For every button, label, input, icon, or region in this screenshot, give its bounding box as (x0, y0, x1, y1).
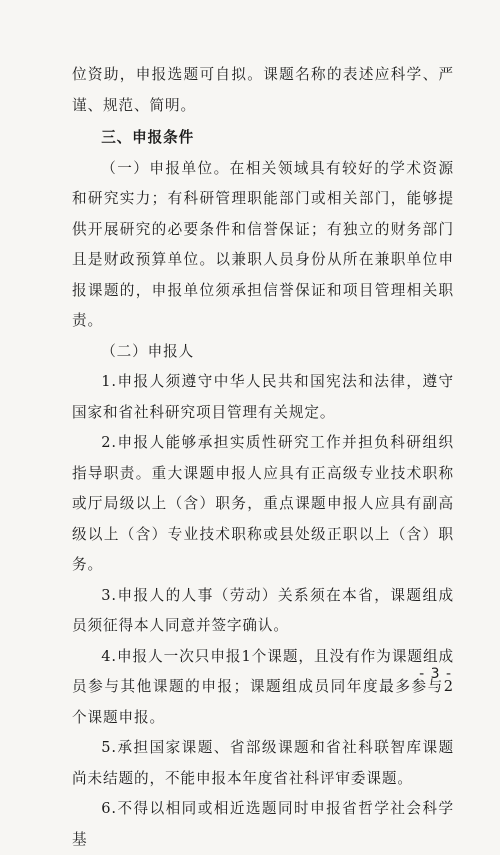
page-number: - 3 - (419, 666, 452, 682)
body-text (72, 60, 454, 855)
subheading-applicant: （二）申报人 (101, 342, 195, 360)
section-heading: 三、申报条件 (101, 129, 195, 146)
paragraph-continuation: 位资助，申报选题可自拟。课题名称的表述应科学、严谨、规范、简明。 (72, 66, 454, 114)
paragraph-item-1: 1.申报人须遵守中华人民共和国宪法和法律，遵守国家和省社科研究项目管理有关规定。 (72, 373, 454, 421)
paragraph-item-5: 5.承担国家课题、省部级课题和省社科联智库课题尚未结题的，不能申报本年度省社科评审委课题。 (72, 739, 454, 787)
paragraph-item-2: 2.申报人能够承担实质性研究工作并担负科研组织指导职责。重大课题申报人应具有正高级专业技术职称或厅局级以上（含）职务，重点课题申报人应具有副高级以上（含）专业技术职称或县处级正职以上（含）职务。 (72, 434, 454, 573)
paragraph-item-3: 3.申报人的人事（劳动）关系须在本省，课题组成员须征得本人同意并签字确认。 (72, 586, 454, 634)
paragraph-item-6: 6.不得以相同或相近选题同时申报省哲学社会科学基 (72, 800, 454, 848)
paragraph-applicant-unit: （一）申报单位。在相关领域具有较好的学术资源和研究实力；有科研管理职能部门或相关部门，能够提供开展研究的必要条件和信誉保证；有独立的财务部门且是财政预算单位。以兼职人员身份从所在兼职单位申报课题的，申报单位须承担信誉保证和项目管理相关职责。 (72, 159, 454, 329)
paragraph-item-4: 4.申报人一次只申报1个课题，且没有作为课题组成员参与其他课题的申报；课题组成员同年度最多参与2个课题申报。 (72, 647, 454, 726)
